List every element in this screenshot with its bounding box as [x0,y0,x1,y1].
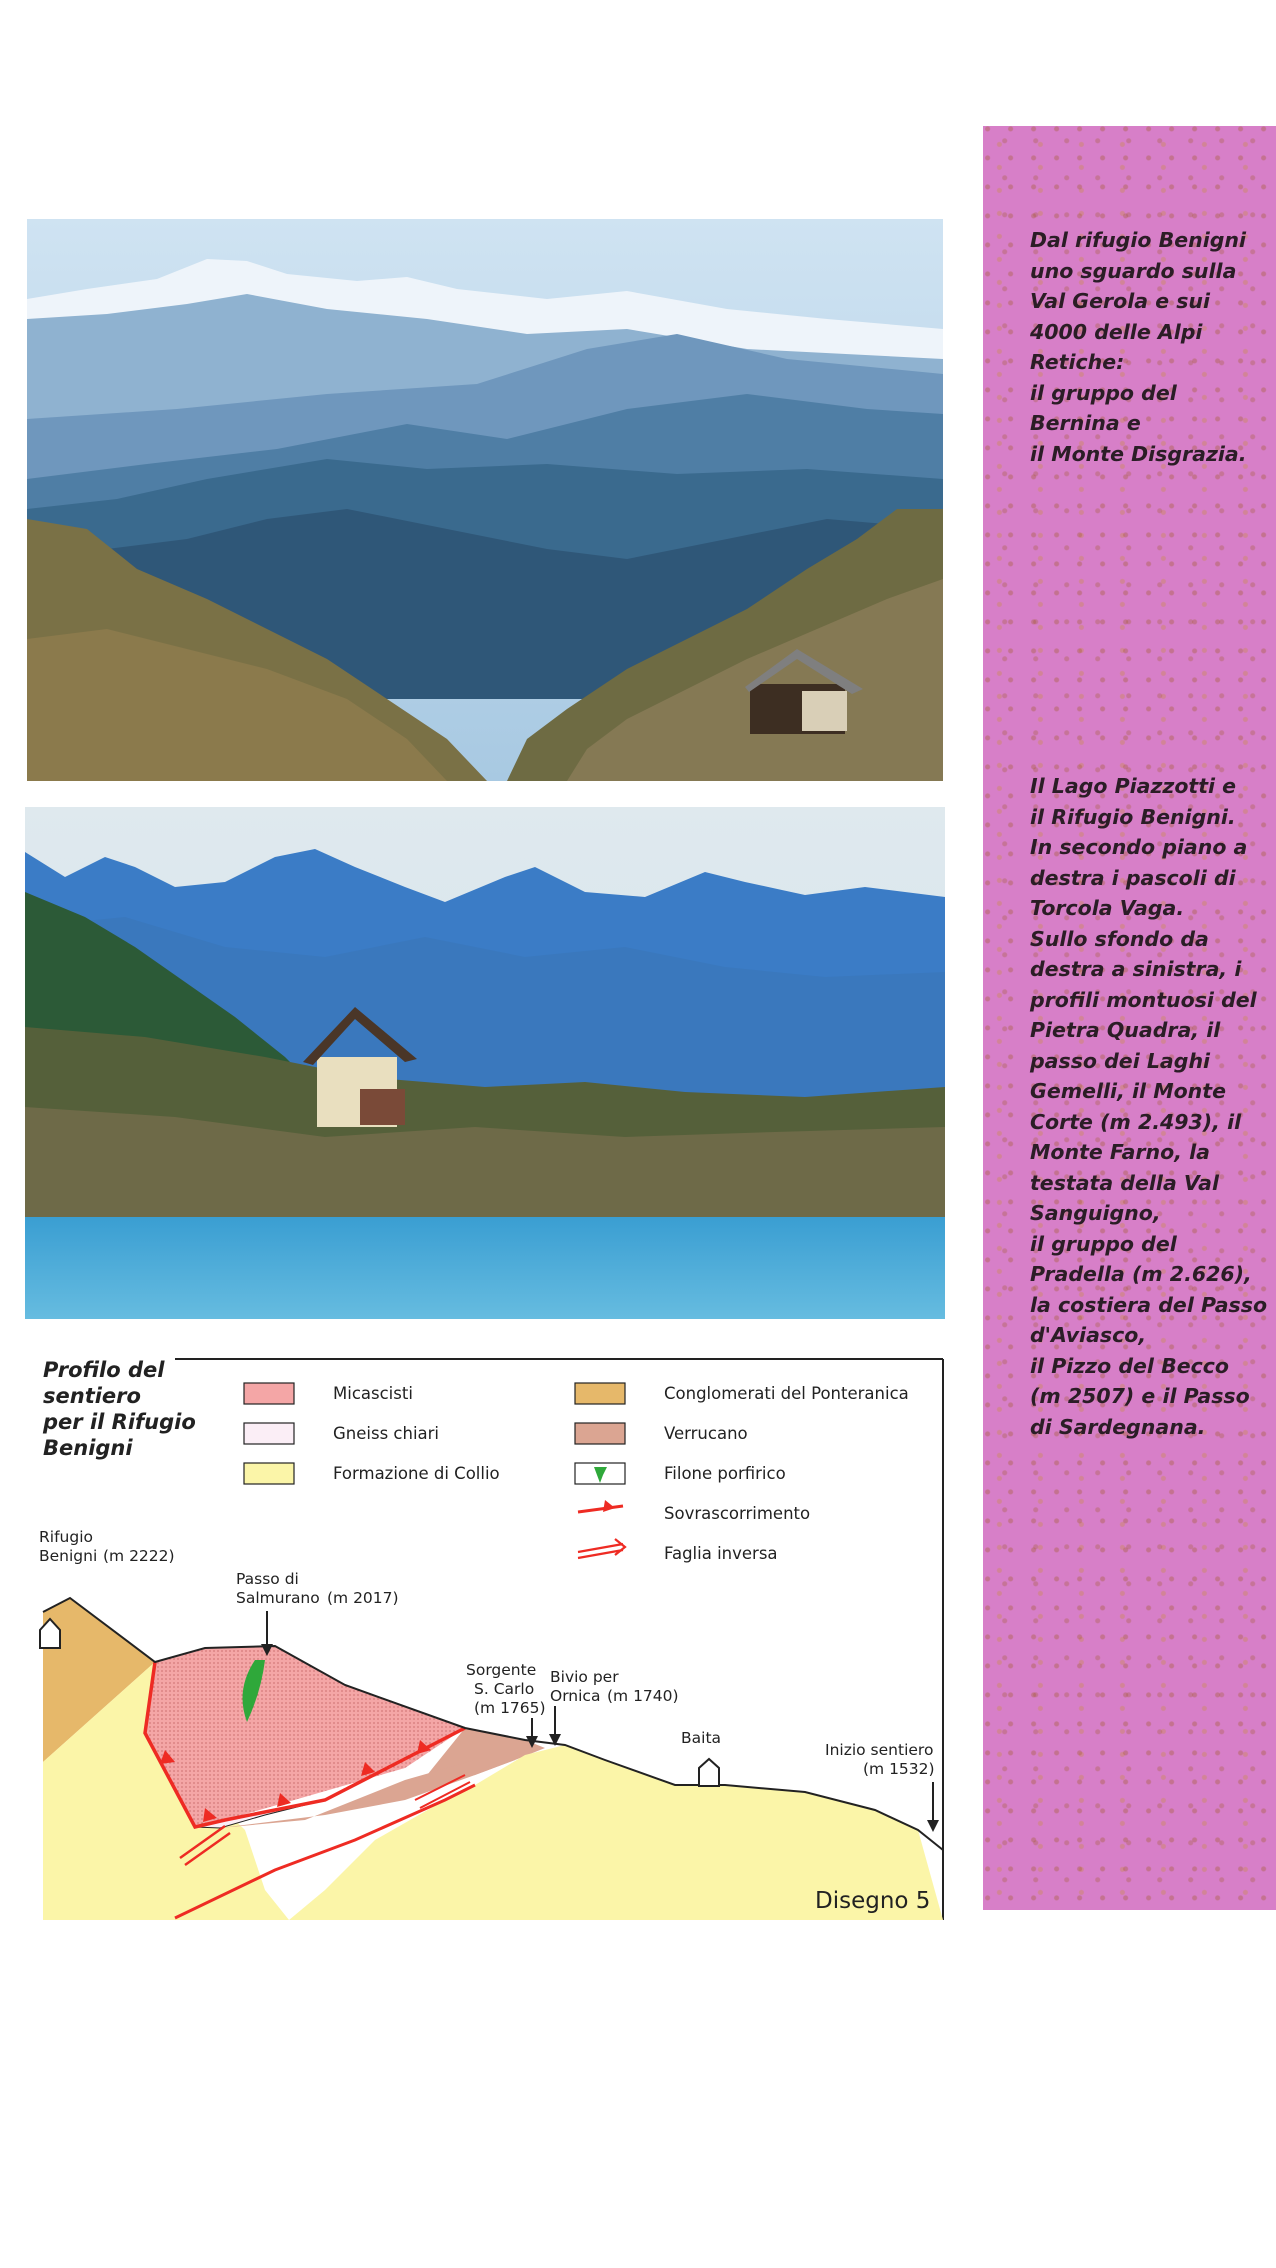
legend-micascisti: Micascisti [333,1384,413,1403]
legend-swatch-ponteranica [575,1383,625,1404]
legend-sovrascorrimento: Sovrascorrimento [664,1504,811,1523]
label-baita: Baita [681,1729,722,1747]
sovrascorrimento-icon [578,1506,623,1512]
photo1-caption: Dal rifugio Benigni uno sguardo sulla Val Gerola e sui 4000 delle Alpi Retiche: il gruppo del Bernina e il Monte Disgrazia. [1030,228,1247,466]
label-sorgente: Sorgente S. Carlo (m 1765) [466,1661,546,1717]
diagram-title: Profilo del sentiero per il Rifugio Benigni [43,1358,196,1460]
label-bivio: Bivio per Ornica (m 1740) [550,1668,679,1705]
legend-swatch-collio [244,1463,294,1484]
legend-gneiss: Gneiss chiari [333,1424,440,1443]
legend-swatch-verrucano [575,1423,625,1444]
legend-collio: Formazione di Collio [333,1464,500,1483]
label-rifugio: Rifugio Benigni (m 2222) [39,1528,175,1565]
label-inizio-sentiero: Inizio sentiero (m 1532) [825,1741,935,1778]
geological-profile-diagram [25,1330,945,1920]
faglia-inversa-icon [578,1539,625,1558]
photo-lago-piazzotti [25,807,945,1319]
legend-filone: Filone porfirico [664,1464,786,1483]
photo-val-gerola-panorama [27,219,943,781]
legend-verrucano: Verrucano [664,1424,748,1443]
legend-faglia: Faglia inversa [664,1544,778,1563]
legend-ponteranica: Conglomerati del Ponteranica [664,1384,909,1403]
photo2-caption: Il Lago Piazzotti e il Rifugio Benigni. In secondo piano a destra i pascoli di Torcola Vaga. Sullo sfondo da destra a sinistra, i profili montuosi del Pietra Quadra, il passo dei Laghi Gemelli, il Monte Corte (m 2.493), il Monte Farno, la testata della Val Sanguigno, il gruppo del Pradella (m 2.626), la costiera del Passo d'Aviasco, il Pizzo del Becco (m 2507) e il Passo di Sardegnana. [1030,774,1268,1439]
baita-hut-icon [699,1759,719,1786]
legend-swatch-micascisti [244,1383,294,1404]
diagram-number: Disegno 5 [815,1888,931,1914]
legend-swatch-gneiss [244,1423,294,1444]
label-passo-salmurano: Passo di Salmurano (m 2017) [236,1570,399,1607]
